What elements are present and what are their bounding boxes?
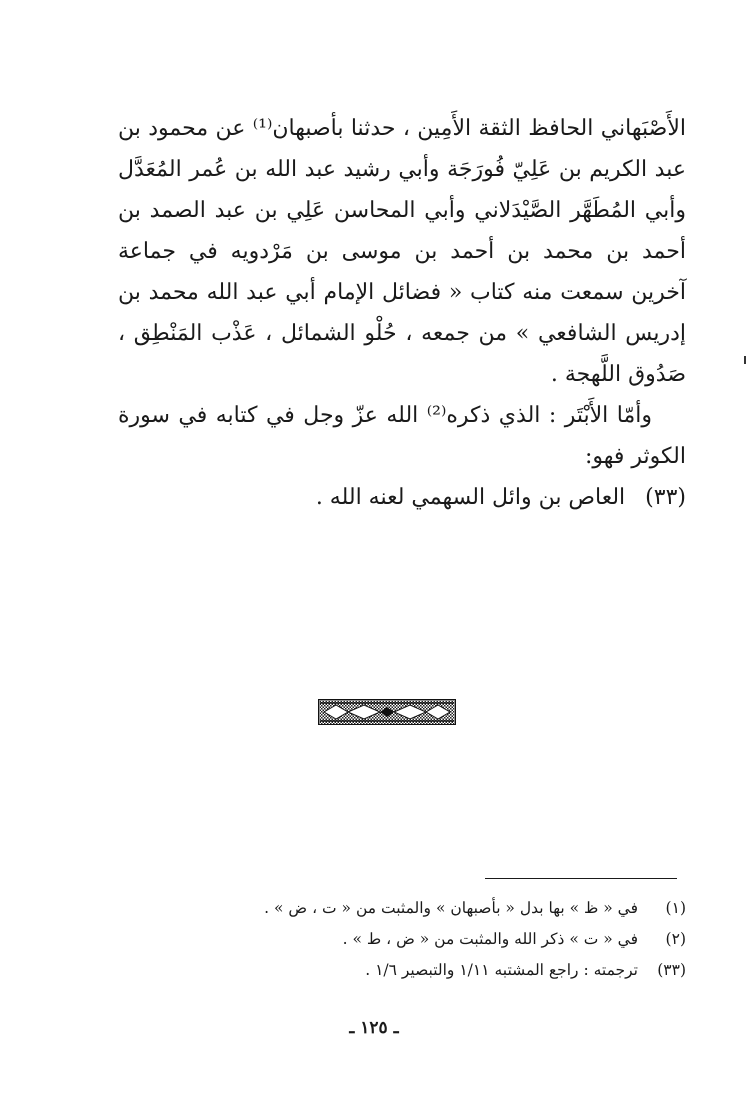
footnote-1	[200, 893, 686, 924]
entry-33	[118, 477, 686, 518]
page-number: ـ ١٢٥ ـ	[349, 1018, 399, 1038]
footnote-text: في « ت » ذكر الله والمثبت من « ض ، ط » .	[342, 930, 638, 948]
entry-number: (٣٣)	[645, 485, 686, 510]
footnote-separator	[485, 878, 677, 879]
footnote-number: (١)	[665, 899, 686, 917]
entry-text: العاص بن وائل السهمي لعنه الله .	[315, 485, 626, 510]
footnote-2	[200, 924, 686, 955]
margin-mark	[744, 356, 746, 364]
footnote-number: (٢)	[665, 930, 686, 948]
paragraph-abtar: وأمّا الأَبْتَر : الذي ذكره⁽²⁾ الله عزّ وجل في كتابه في سورة الكوثر فهو:	[118, 403, 686, 469]
footnote-33	[200, 955, 686, 986]
footnote-text: ترجمته : راجع المشتبه ١/١١ والتبصير ١/٦ .	[365, 961, 638, 979]
ornament-divider	[318, 699, 456, 725]
footnote-number: (٣٣)	[657, 961, 686, 979]
main-text	[118, 108, 686, 518]
footnotes	[200, 893, 686, 986]
paragraph-biography: الأَصْبَهاني الحافظ الثقة الأَمِين ، حدثنا بأصبهان⁽¹⁾ عن محمود بن عبد الكريم بن عَلِيّ فُورَجَة وأبي رشيد عبد الله بن عُمر المُعَدَّل وأبي المُطَهَّر الصَّيْدَلاني وأبي المحاسن عَلِي بن عبد الصمد بن أحمد بن محمد بن أحمد بن موسى بن مَرْدويه في جماعة آخرين سمعت منه كتاب « فضائل الإمام أبي عبد الله محمد بن إدريس الشافعي » من جمعه ، حُلْو الشمائل ، عَذْب المَنْطِق ، صَدُوق اللَّهجة .	[118, 116, 686, 387]
footnote-text: في « ظ » بها بدل « بأصبهان » والمثبت من « ت ، ض » .	[264, 899, 638, 917]
